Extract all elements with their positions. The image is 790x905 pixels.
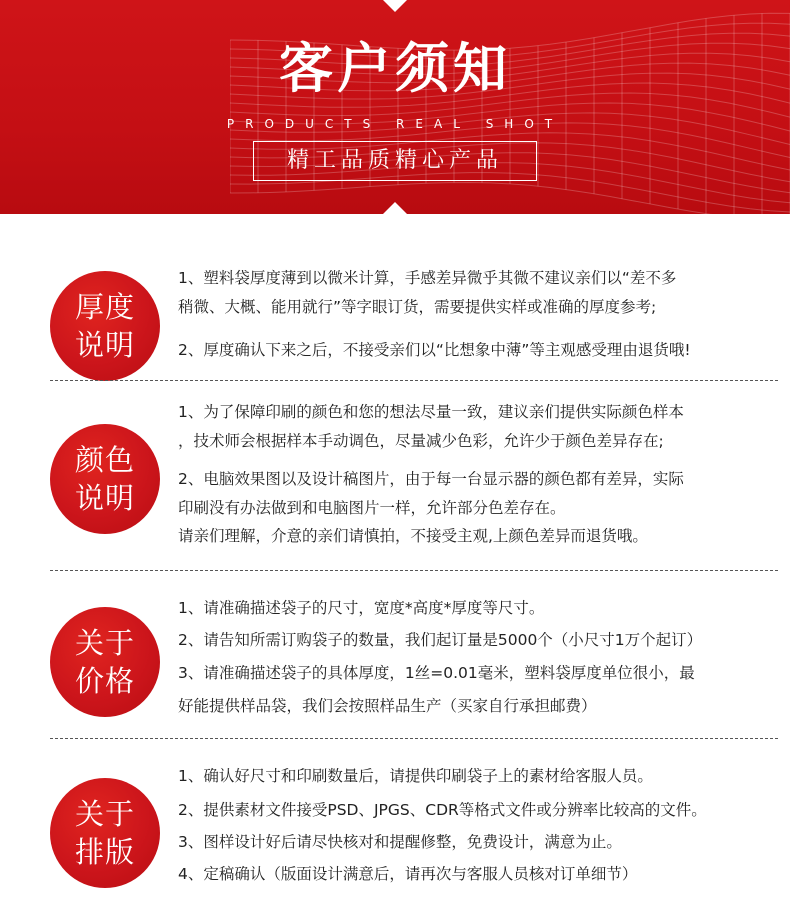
text-line: 4、定稿确认（版面设计满意后，请再次与客服人员核对订单细节）: [178, 865, 638, 883]
badge-line: 厚度: [74, 290, 135, 324]
text-line: 1、为了保障印刷的颜色和您的想法尽量一致，建议亲们提供实际颜色样本: [178, 403, 684, 421]
header-banner: [0, 0, 790, 214]
text-line: 请亲们理解，介意的亲们请慎拍，不接受主观,上颜色差异而退货哦。: [178, 527, 648, 545]
dashed-divider: [50, 738, 778, 739]
mesh-decoration: [230, 0, 790, 214]
page-title: 客户须知: [279, 37, 511, 100]
text-line: 稍微、大概、能用就行”等字眼订货，需要提供实样或准确的厚度参考;: [178, 298, 657, 316]
badge-line: 说明: [74, 328, 135, 362]
text-line: ，技术师会根据样本手动调色，尽量减少色彩，允许少于颜色差异存在;: [178, 432, 664, 450]
tagline-box: 精工品质精心产品: [253, 141, 537, 181]
section-color: [0, 380, 790, 570]
top-notch: [383, 0, 407, 12]
text-line: 2、提供素材文件接受PSD、JPGS、CDR等格式文件或分辨率比较高的文件。: [178, 801, 707, 819]
bottom-notch: [383, 202, 407, 214]
badge-line: 说明: [74, 481, 135, 515]
text-line: 印刷没有办法做到和电脑图片一样，允许部分色差存在。: [178, 499, 566, 517]
text-line: 1、塑料袋厚度薄到以微米计算，手感差异微乎其微不建议亲们以“差不多: [178, 269, 677, 287]
text-line: 好能提供样品袋，我们会按照样品生产（买家自行承担邮费）: [178, 697, 597, 715]
badge-line: 排版: [74, 835, 135, 869]
text-line: 3、图样设计好后请尽快核对和提醒修整，免费设计，满意为止。: [178, 833, 622, 851]
text-line: 1、确认好尺寸和印刷数量后，请提供印刷袋子上的素材给客服人员。: [178, 767, 653, 785]
badge-line: 关于: [74, 626, 135, 660]
text-line: 2、厚度确认下来之后，不接受亲们以“比想象中薄”等主观感受理由退货哦!: [178, 341, 691, 359]
section-price: [0, 570, 790, 740]
badge-line: 颜色: [74, 443, 135, 477]
text-line: 1、请准确描述袋子的尺寸，宽度*高度*厚度等尺寸。: [178, 599, 545, 617]
section-badge: [50, 607, 160, 717]
section-badge: [50, 778, 160, 888]
text-line: 2、电脑效果图以及设计稿图片，由于每一台显示器的颜色都有差异，实际: [178, 470, 684, 488]
text-line: 2、请告知所需订购袋子的数量，我们起订量是5000个（小尺寸1万个起订）: [178, 631, 703, 649]
section-thickness: [0, 214, 790, 384]
section-badge: [50, 271, 160, 381]
badge-line: 关于: [74, 797, 135, 831]
section-badge: [50, 424, 160, 534]
page-subtitle: PRODUCTS REAL SHOT: [226, 117, 564, 131]
text-line: 3、请准确描述袋子的具体厚度，1丝=0.01毫米，塑料袋厚度单位很小，最: [178, 664, 695, 682]
section-layout: [0, 740, 790, 905]
badge-line: 价格: [74, 664, 135, 698]
